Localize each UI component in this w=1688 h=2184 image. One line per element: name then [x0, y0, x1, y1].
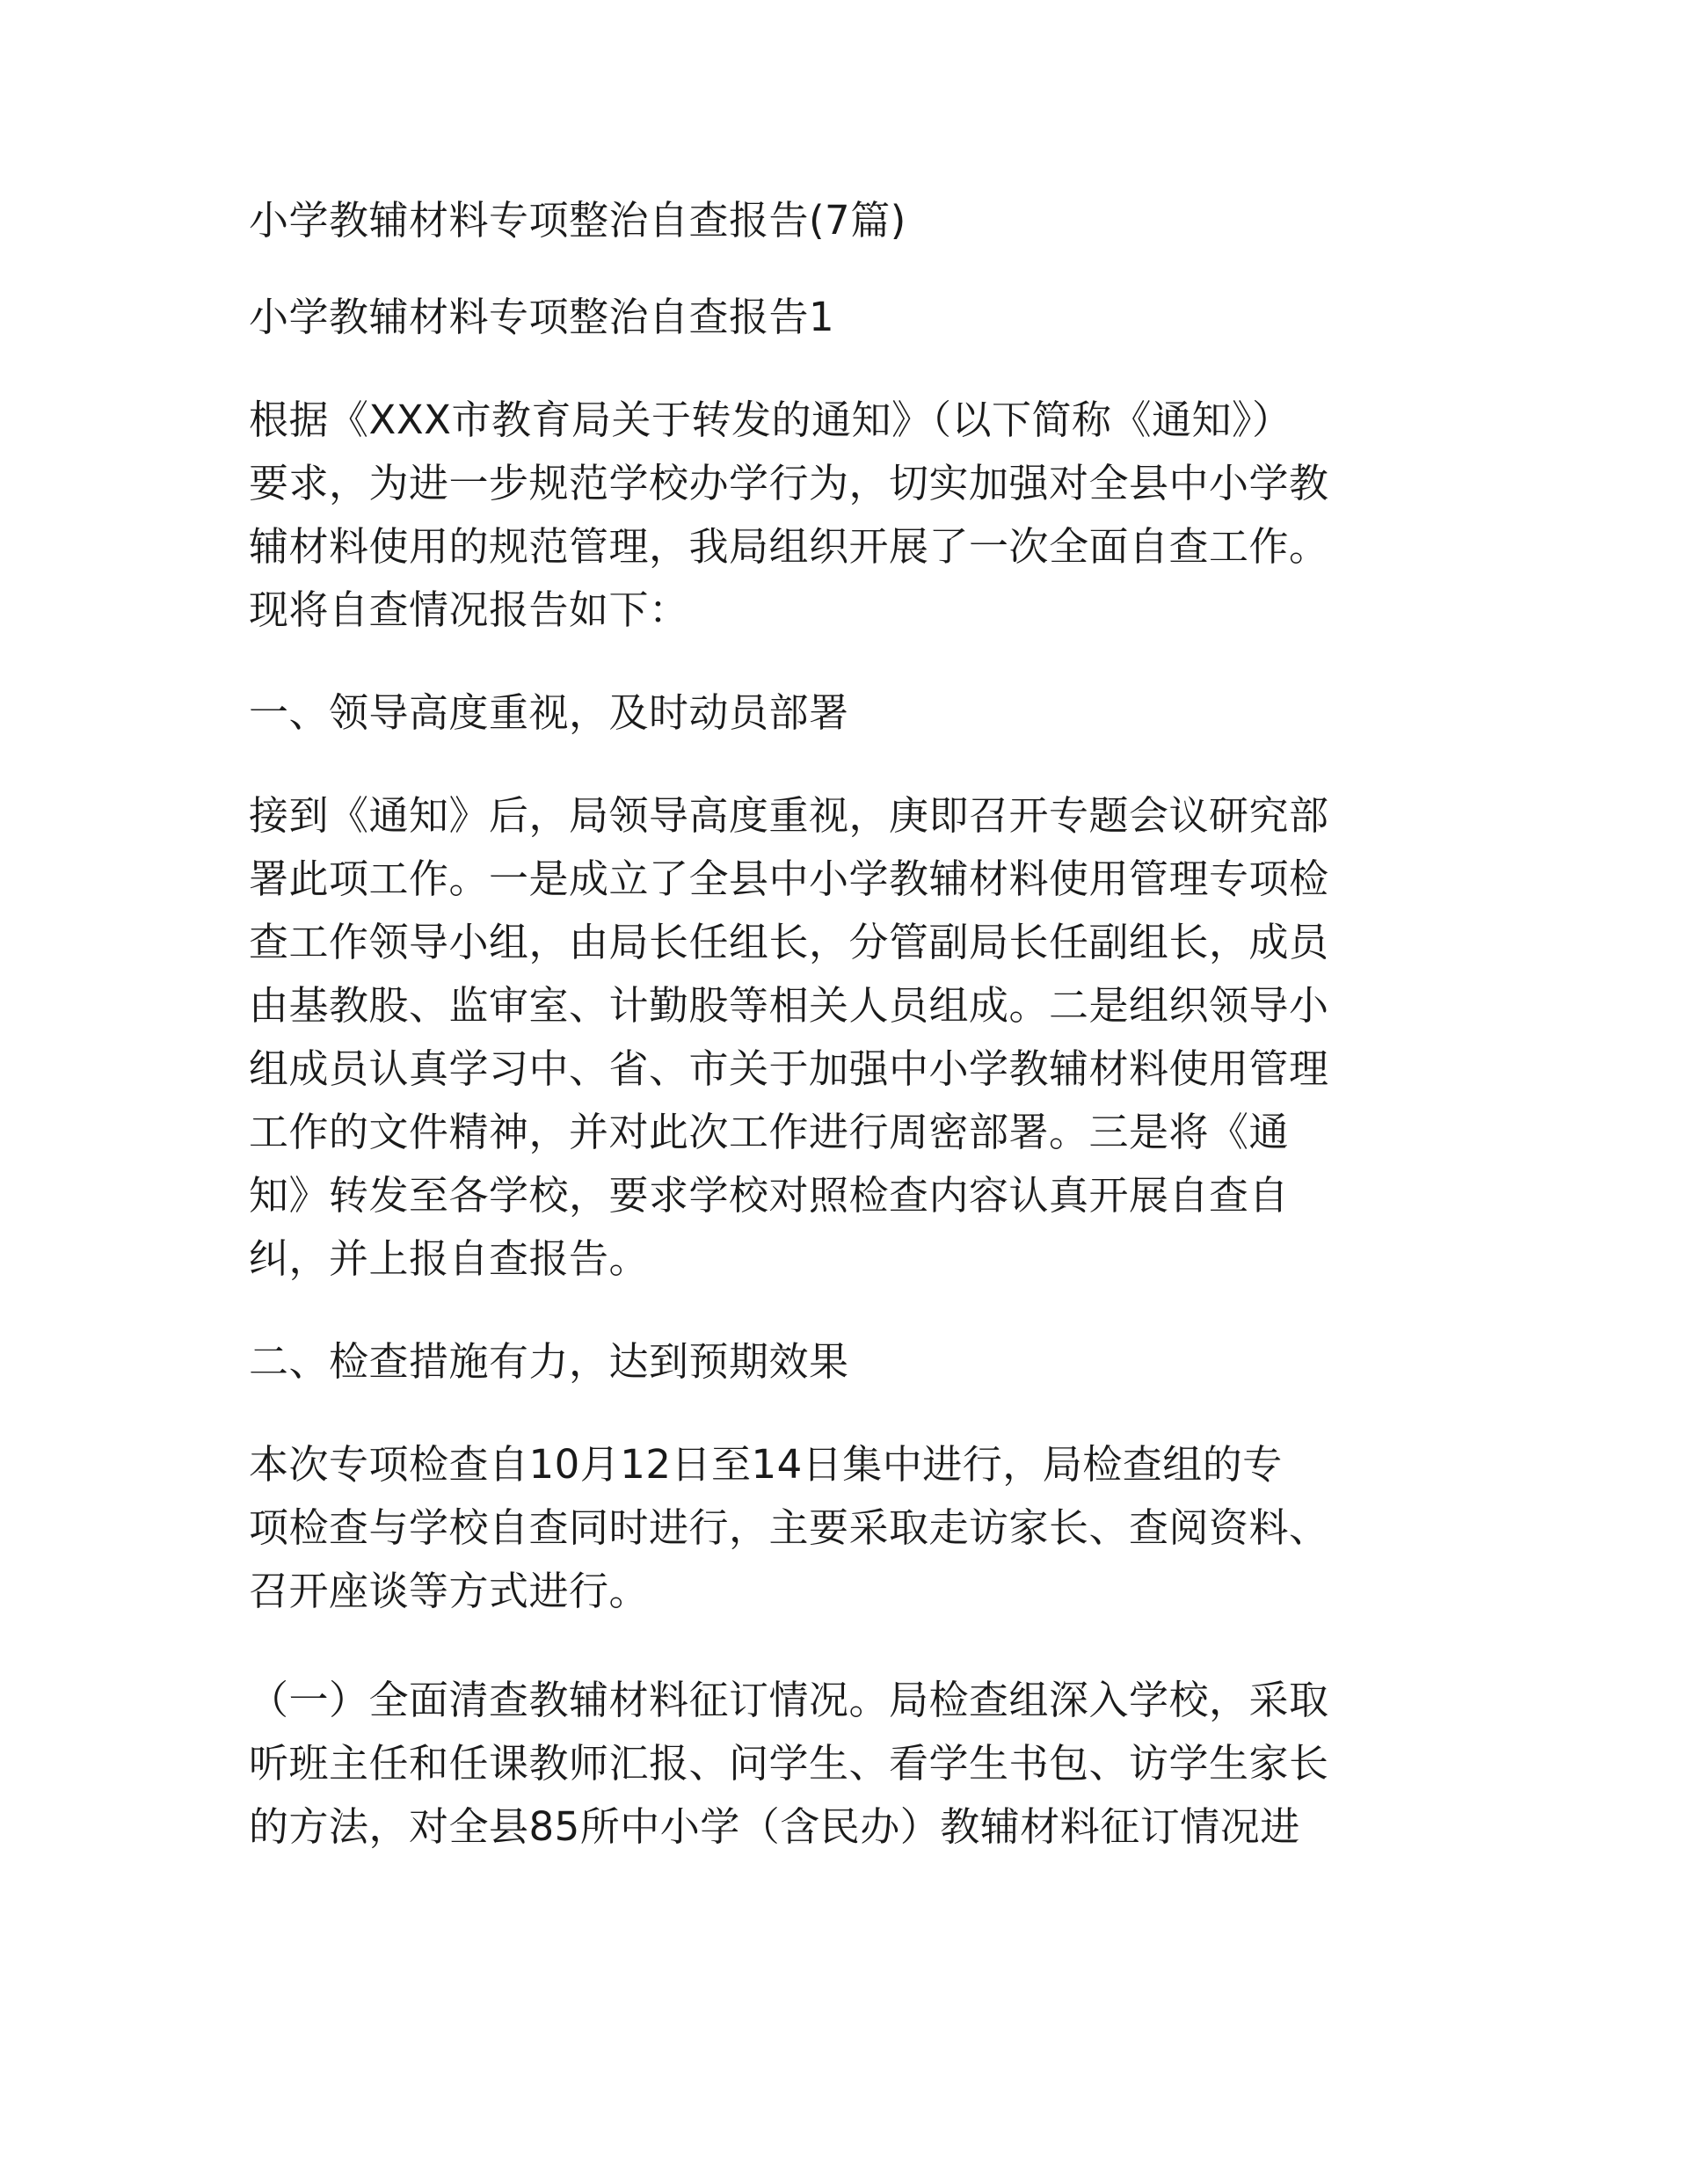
paragraph-line: 知》转发至各学校，要求学校对照检查内容认真开展自查自 [249, 1172, 1290, 1219]
paragraph-line: 由基教股、监审室、计勤股等相关人员组成。二是组织领导小 [249, 982, 1329, 1029]
paragraph-line: 项检查与学校自查同时进行，主要采取走访家长、查阅资料、 [249, 1504, 1329, 1551]
section-heading-2 [249, 1336, 1449, 1387]
paragraph-line: 要求，为进一步规范学校办学行为，切实加强对全县中小学教 [249, 460, 1329, 506]
paragraph-line: （一）全面清查教辅材料征订情况。局检查组深入学校，采取 [249, 1677, 1329, 1723]
paragraph-line: 现将自查情况报告如下： [249, 586, 689, 633]
paragraph-section-1 [249, 784, 1449, 1291]
subtitle-line: 小学教辅材料专项整治自查报告1 [249, 294, 835, 340]
document-title [249, 195, 1449, 246]
paragraph-line: 根据《XXX市教育局关于转发的通知》（以下简称《通知》） [249, 397, 1292, 443]
title-line: 小学教辅材料专项整治自查报告(7篇) [249, 197, 906, 244]
paragraph-subsection-1 [249, 1669, 1449, 1859]
paragraph-line: 听班主任和任课教师汇报、问学生、看学生书包、访学生家长 [249, 1740, 1329, 1787]
paragraph-intro [249, 389, 1449, 642]
paragraph-line: 署此项工作。一是成立了全县中小学教辅材料使用管理专项检 [249, 855, 1329, 902]
paragraph-line: 接到《通知》后，局领导高度重视，庚即召开专题会议研究部 [249, 792, 1329, 839]
paragraph-line: 本次专项检查自10月12日至14日集中进行，局检查组的专 [249, 1441, 1283, 1488]
paragraph-line: 召开座谈等方式进行。 [249, 1568, 650, 1614]
paragraph-line: 辅材料使用的规范管理，我局组织开展了一次全面自查工作。 [249, 523, 1329, 570]
paragraph-line: 工作的文件精神，并对此次工作进行周密部署。三是将《通 [249, 1109, 1290, 1155]
paragraph-line: 查工作领导小组，由局长任组长，分管副局长任副组长，成员 [249, 919, 1329, 965]
section-heading-1 [249, 688, 1449, 739]
paragraph-line: 的方法，对全县85所中小学（含民办）教辅材料征订情况进 [249, 1803, 1300, 1850]
paragraph-line: 组成员认真学习中、省、市关于加强中小学教辅材料使用管理 [249, 1045, 1329, 1092]
section-heading-line: 二、检查措施有力，达到预期效果 [249, 1338, 849, 1385]
paragraph-section-2 [249, 1433, 1449, 1623]
paragraph-line: 纠，并上报自查报告。 [249, 1235, 650, 1282]
document-subtitle [249, 292, 1449, 343]
section-heading-line: 一、领导高度重视，及时动员部署 [249, 689, 849, 736]
document-body [249, 195, 1449, 1859]
